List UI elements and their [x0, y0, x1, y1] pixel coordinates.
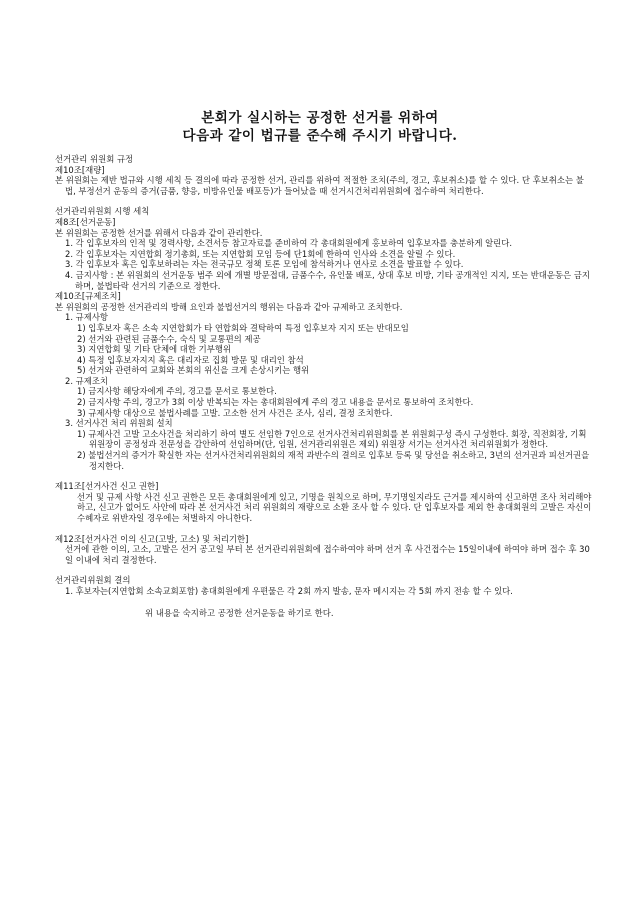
- list-item: 2. 각 입후보자는 지연합회 정기총회, 또는 지연합회 모임 등에 단1회에 한하여 인사와 소견을 알릴 수 있다.: [65, 248, 456, 259]
- article-body: 본 위원회는 제반 법규와 시행 세칙 등 결의에 따라 공정한 선거, 관리를 위하여 적절한 조치(주의, 경고, 후보취소)를 할 수 있다. 단 후보취소는 불법, 부정선거 운동의 증거(금품, 향응, 비방유인물 배포등)가 들어났을 때 선거시건처리위원회에 접수하여 처리한다.: [55, 175, 584, 196]
- article-heading: 제10조[재량]: [55, 164, 105, 175]
- list-item: 2) 금지사항 주의, 경고가 3회 이상 반복되는 자는 총대회원에게 주의 경고 내용을 문서로 통보하여 조치한다.: [77, 397, 474, 408]
- article-heading: 제10조[규제조치]: [55, 291, 121, 302]
- article-intro: 본 위원회의 공정한 선거관리의 방해 요인과 불법선거의 행위는 다음과 같아 규제하고 조치한다.: [55, 301, 403, 312]
- list-item: 1. 각 입후보자의 인적 및 경력사항, 소견서등 참고자료를 준비하여 각 총대회원에게 홍보하여 입후보자를 충분하게 알린다.: [65, 238, 513, 249]
- list-item: 1) 금지사항 해당자에게 주의, 경고를 문서로 통보한다.: [77, 386, 277, 397]
- article-heading: 제11조[선거사건 신고 권한]: [55, 481, 159, 492]
- list-item: 1. 후보자는(지연합회 소속교회포함) 총대회원에게 우편물은 각 2회 까지 발송, 문자 메시지는 각 5회 까지 전송 할 수 있다.: [65, 585, 513, 596]
- list-item: 1) 규제사건 고발 고소사건을 처리하기 하여 별도 선임한 7인으로 선거사건처리위원회를 본 위원회구성 즉시 구성한다. 회장, 직전회장, 기획위원장이 공정성과 전문성을 감안하여 선임하며(단, 임원, 선거관리위원은 제외) 위원장 서기는 선거사건 처리위원회가 정한다.: [77, 428, 587, 450]
- title-line-1: 본회가 실시하는 공정한 선거를 위하여: [201, 110, 439, 126]
- document-body: [55, 154, 593, 618]
- list-item: 3) 지연합회 및 기타 단체에 대한 기부행위: [77, 344, 232, 355]
- title-line-2: 다음과 같이 법규를 준수해 주시기 바랍니다.: [182, 128, 458, 144]
- section-heading: 선거관리 위원회 규정: [55, 154, 134, 164]
- list-item: 3) 규제사항 대상으로 불법사례를 고발. 고소한 선거 사건은 조사, 심리, 결정 조치한다.: [77, 407, 393, 418]
- article-heading: 제12조[선거사건 이의 신고(고발, 고소) 및 처리기한]: [55, 533, 249, 544]
- section-heading: 선거관리위원회 시행 세칙: [55, 206, 150, 217]
- article-heading: 제8조[선거운동]: [55, 216, 116, 227]
- article-body: 선거에 관한 이의, 고소, 고발은 선거 공고일 부터 본 선거관리위원회에 접수하여야 하며 선거 후 사건접수는 15일이내에 하여야 하며 접수 후 30일 이내에 처리 결정한다.: [65, 544, 590, 565]
- list-item: 4) 특정 입후보자지지 혹은 대리자로 집회 방문 및 대리인 참석: [77, 354, 304, 365]
- group-title: 2. 규제조치: [65, 375, 109, 386]
- article-intro: 본 위원회는 공정한 선거를 위해서 다음과 같이 관리한다.: [55, 227, 263, 238]
- list-item: 1) 입후보자 혹은 소속 지연합회가 타 연합회와 결탁하여 특정 입후보자 지지 또는 반대모임: [77, 322, 409, 333]
- list-item: 4. 금지사항 : 본 위원회의 선거운동 범주 외에 개별 방문접대, 금품수수, 유인물 배포, 상대 후보 비방, 기타 공개적인 지지, 또는 반대운동은 금지하며, 불법타락 선거의 기준으로 정한다.: [65, 269, 590, 291]
- list-item: 2) 불법선거의 증거가 확실한 자는 선거사건처리위원회의 재적 과반수의 결의로 입후보 등록 및 당선을 취소하고, 3년의 선거권과 피선거권을 정지한다.: [77, 450, 590, 471]
- group-title: 1. 규제사항: [65, 312, 109, 323]
- group-title: 3. 선거사건 처리 위원회 설치: [65, 418, 173, 429]
- article-body: 선거 및 규제 사항 사건 신고 권한은 모든 총대회원에게 있고, 기명을 원칙으로 하며, 무기명일지라도 근거를 제시하여 신고하면 조사 처리해야 하고, 신고가 없어도 사안에 따라 본 선거사건 처리 위원회의 재량으로 소환 조사 할 수 있다. 단 입후보자를 제외 한 총대회원의 고발은 자신이 수혜자로 위반자일 경우에는 처벌하지 아니한다.: [77, 491, 592, 523]
- list-item: 5) 선거와 관련하여 교회와 본회의 위신을 크게 손상시키는 행위: [77, 365, 310, 376]
- list-item: 3. 각 입후보자 혹은 입후보하려는 자는 전국규모 정책 토론 모임에 참석하거나 연사로 소견을 발표할 수 있다.: [65, 259, 464, 270]
- section-heading: 선거관리위원회 결의: [55, 575, 131, 586]
- list-item: 2) 선거와 관련된 금품수수, 숙식 및 교통편의 제공: [77, 333, 261, 344]
- closing-note: 위 내용을 숙지하고 공정한 선거운동을 하기로 한다.: [145, 607, 334, 618]
